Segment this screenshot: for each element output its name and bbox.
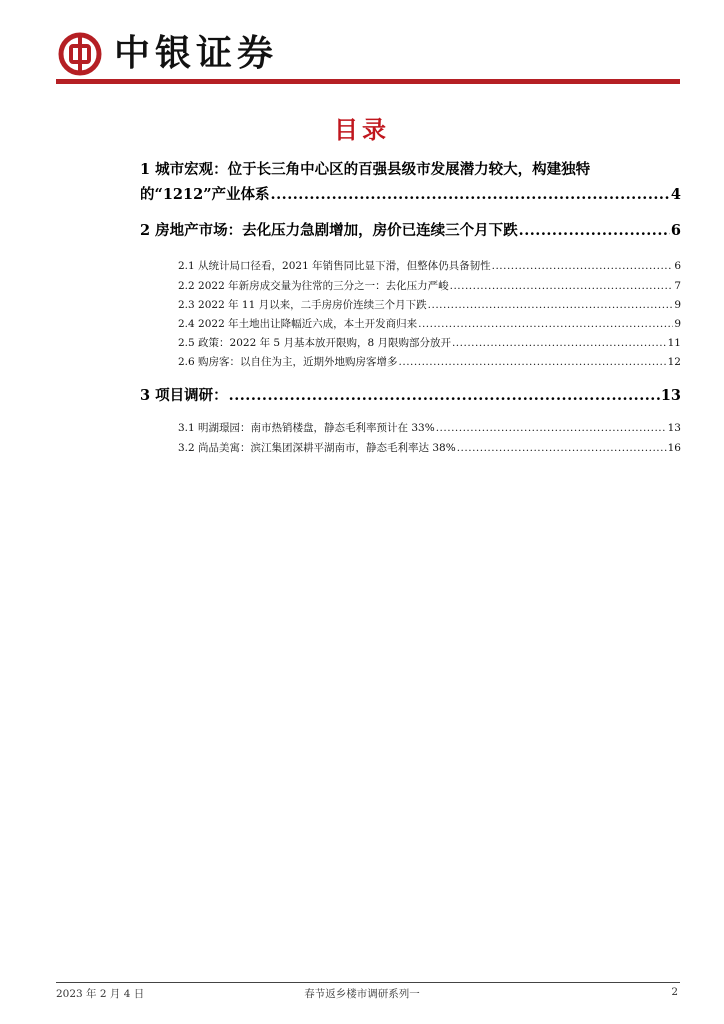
toc-entry-text: 2.5 政策：2022 年 5 月基本放开限购，8 月限购部分放开	[178, 337, 451, 349]
toc-entry-text: 2 房地产市场：去化压力急剧增加，房价已连续三个月下跌	[140, 222, 518, 239]
toc-page-number: 13	[660, 387, 681, 404]
toc-page-number: 11	[667, 337, 681, 349]
toc-entry-text: 2.3 2022 年 11 月以来，二手房房价连续三个月下跌	[178, 299, 427, 311]
toc-entry-text: 3.1 明湖璟园：南市热销楼盘，静态毛利率预计在 33%	[178, 422, 435, 434]
header-rule	[56, 79, 680, 84]
footer-series-title: 春节返乡楼市调研系列一	[304, 988, 420, 1000]
toc-entry-2-5[interactable]	[178, 335, 681, 351]
bank-of-china-logo-icon	[58, 32, 102, 76]
toc-leader-dots	[519, 220, 670, 242]
toc-entry-1-line1: 1 城市宏观：位于长三角中心区的百强县级市发展潜力较大，构建独特	[140, 161, 591, 178]
toc-entry-1[interactable]	[140, 184, 681, 206]
toc-entry-2[interactable]	[140, 220, 681, 242]
toc-page-number: 6	[670, 222, 681, 239]
toc-entry-3-2[interactable]	[178, 440, 681, 456]
toc-leader-dots	[452, 335, 667, 351]
toc-entry-text: 2.6 购房客：以自住为主，近期外地购房客增多	[178, 356, 398, 368]
toc-page-number: 4	[670, 186, 681, 203]
toc-leader-dots	[457, 440, 667, 456]
toc-leader-dots	[436, 420, 667, 436]
footer-page-number: 2	[671, 986, 678, 998]
toc-page-number: 12	[667, 356, 681, 368]
toc-leader-dots	[428, 297, 674, 313]
toc-page-number: 6	[674, 260, 681, 272]
toc-entry-text: 2.1 从统计局口径看，2021 年销售同比显下滑，但整体仍具备韧性	[178, 260, 491, 272]
toc-leader-dots	[492, 258, 674, 274]
toc-page-number: 9	[674, 299, 681, 311]
toc-leader-dots	[399, 354, 667, 370]
toc-entry-text: 2.4 2022 年土地出让降幅近六成，本土开发商归来	[178, 318, 418, 330]
toc-entry-3[interactable]	[140, 385, 681, 407]
toc-entry-text: 2.2 2022 年新房成交量为往常的三分之一：去化压力严峻	[178, 280, 449, 292]
toc-entry-2-2[interactable]	[178, 278, 681, 294]
page-header	[56, 28, 680, 88]
toc-entry-2-3[interactable]	[178, 297, 681, 313]
toc-entry-text: 3.2 尚品美寓：滨江集团深耕平湖南市，静态毛利率达 38%	[178, 442, 456, 454]
toc-leader-dots	[229, 385, 660, 407]
toc-page-number: 9	[674, 318, 681, 330]
brand-name: 中银证券	[114, 33, 279, 74]
toc-entry-2-6[interactable]	[178, 354, 681, 370]
toc-leader-dots	[271, 184, 670, 206]
toc-entry-text: 3 项目调研：	[140, 387, 228, 404]
toc-entry-2-4[interactable]	[178, 316, 681, 332]
toc-entry-text: 的“1212”产业体系	[140, 186, 270, 203]
toc-page-number: 13	[667, 422, 681, 434]
toc-page-number: 16	[667, 442, 681, 454]
toc-leader-dots	[450, 278, 674, 294]
footer-date: 2023 年 2 月 4 日	[56, 988, 145, 1000]
toc-page-number: 7	[674, 280, 681, 292]
toc-entry-3-1[interactable]	[178, 420, 681, 436]
toc-title: 目录	[334, 116, 390, 144]
toc-leader-dots	[418, 316, 673, 332]
toc-entry-2-1[interactable]	[178, 258, 681, 274]
footer-rule	[56, 982, 680, 983]
